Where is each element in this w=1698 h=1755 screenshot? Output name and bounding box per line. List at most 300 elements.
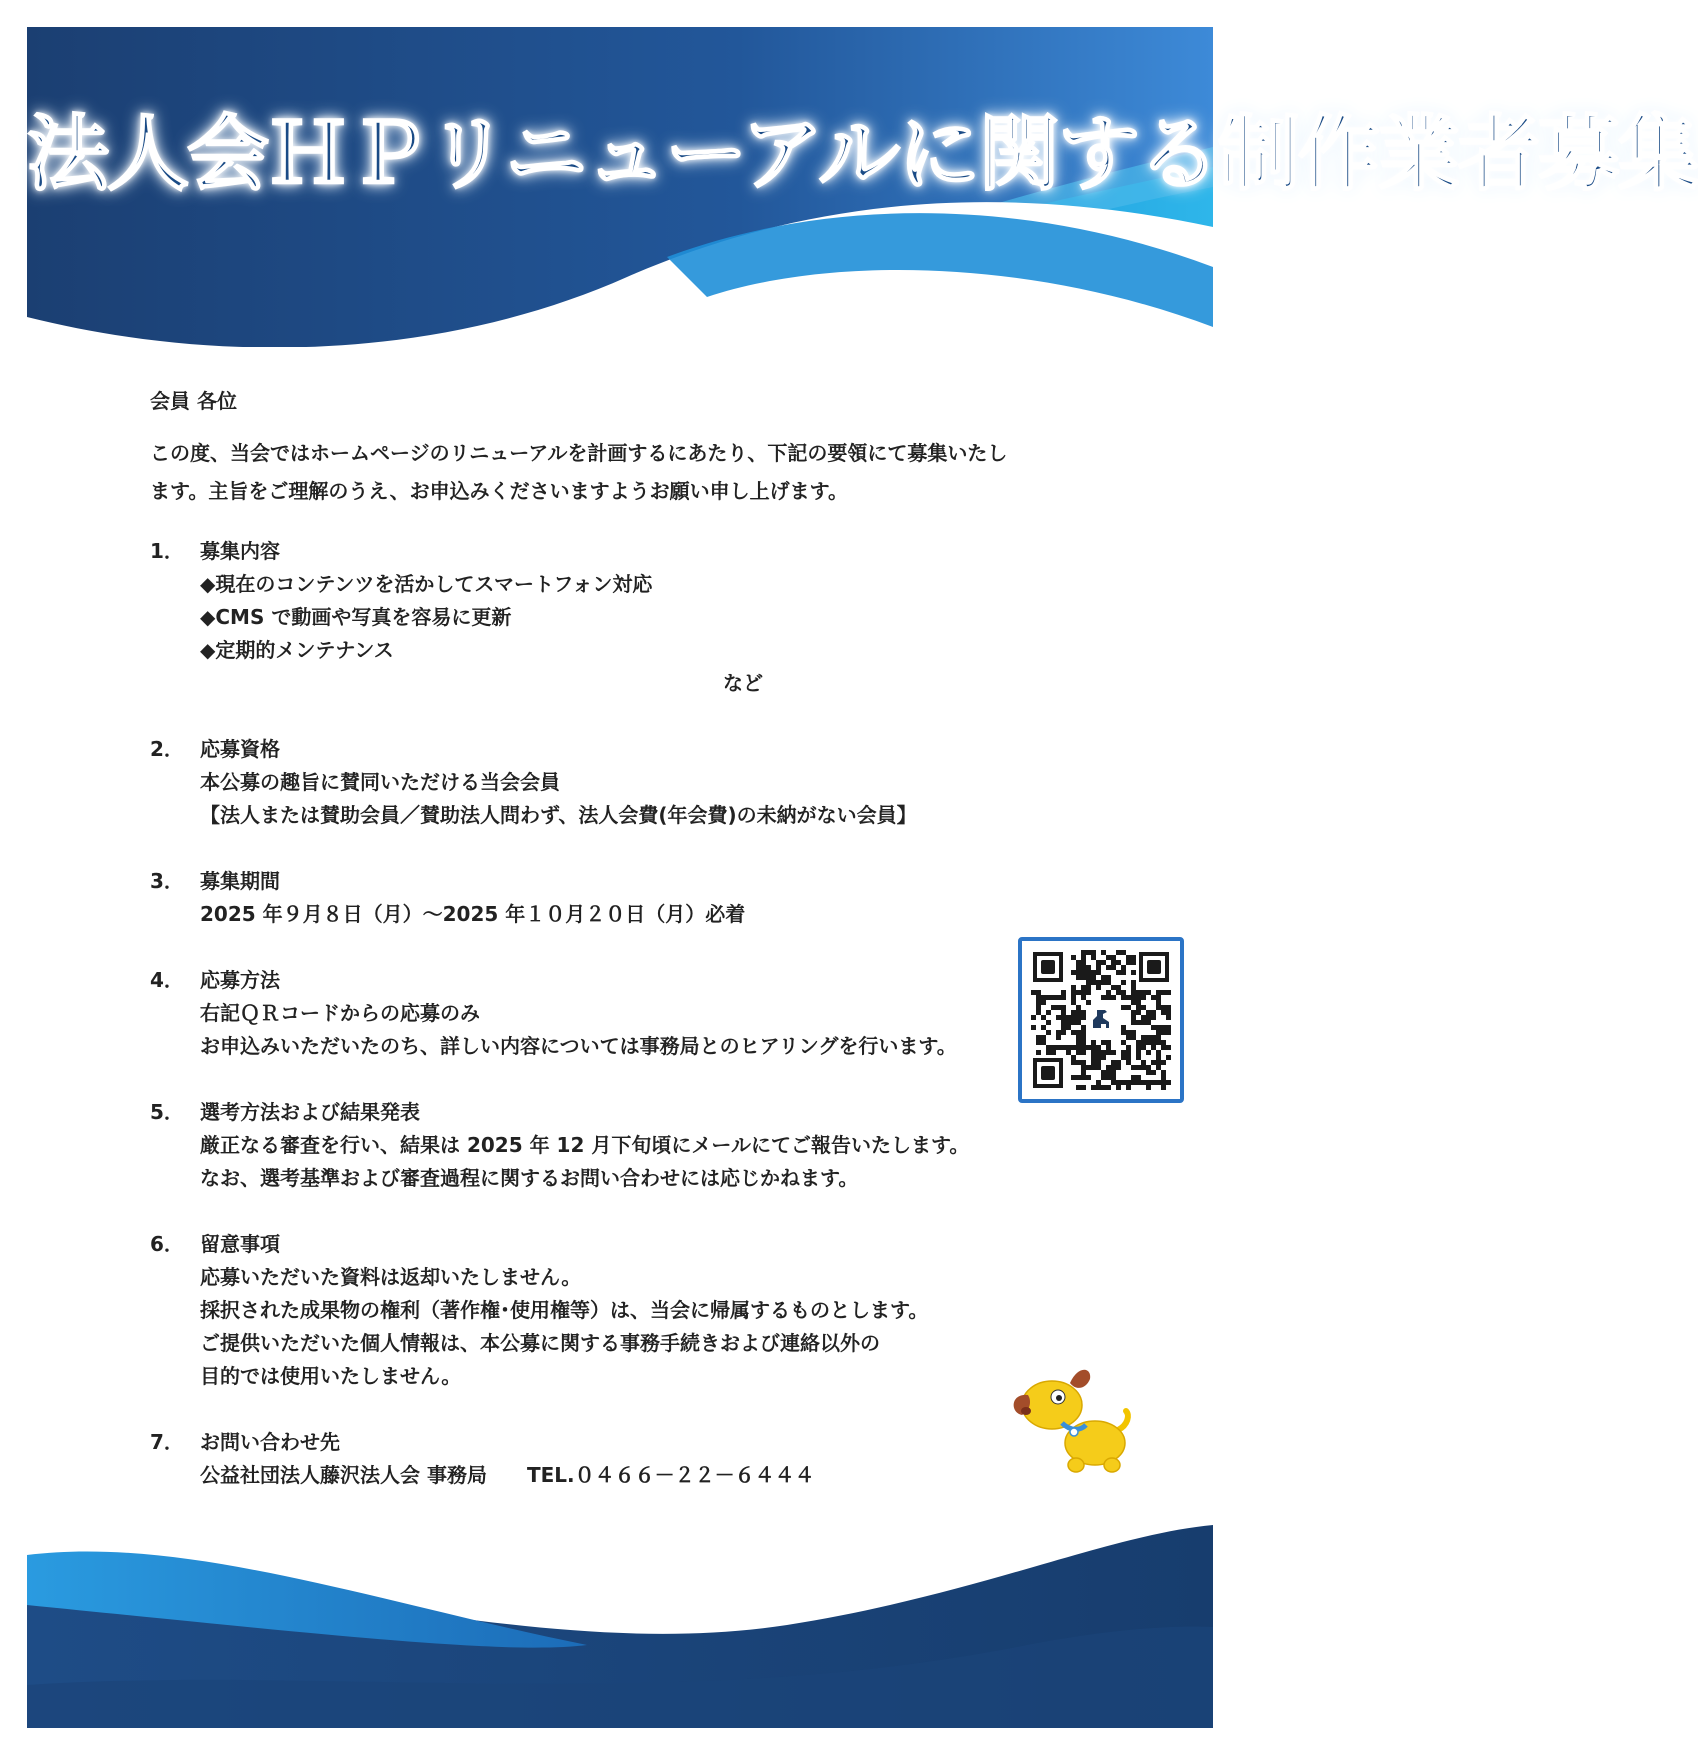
qr-module xyxy=(1126,1005,1131,1010)
qr-module xyxy=(1111,995,1116,1000)
qr-module xyxy=(1161,1005,1166,1010)
qr-module xyxy=(1071,995,1076,1000)
qr-module xyxy=(1116,970,1121,975)
qr-module xyxy=(1146,1050,1151,1055)
dog-mascot xyxy=(1000,1355,1140,1495)
qr-module xyxy=(1111,985,1116,990)
qr-module xyxy=(1131,1010,1136,1015)
qr-module xyxy=(1081,1075,1086,1080)
qr-module xyxy=(1076,970,1081,975)
qr-module xyxy=(1121,965,1126,970)
qr-module xyxy=(1081,1025,1086,1030)
qr-module xyxy=(1111,1050,1116,1055)
qr-module xyxy=(1041,1000,1046,1005)
qr-module xyxy=(1111,965,1116,970)
qr-module xyxy=(1096,1055,1101,1060)
qr-module xyxy=(1136,1080,1141,1085)
qr-module xyxy=(1091,1065,1096,1070)
section-heading xyxy=(150,1426,815,1459)
qr-module xyxy=(1031,990,1036,995)
salutation: 会員 各位 xyxy=(150,389,237,413)
qr-module xyxy=(1111,1080,1116,1085)
qr-module xyxy=(1121,1005,1126,1010)
qr-module xyxy=(1101,995,1106,1000)
qr-module xyxy=(1146,1080,1151,1085)
qr-module xyxy=(1136,995,1141,1000)
qr-module xyxy=(1061,1025,1066,1030)
qr-module xyxy=(1131,1015,1136,1020)
qr-module xyxy=(1061,1020,1066,1025)
qr-module xyxy=(1101,1085,1106,1090)
qr-module xyxy=(1056,1015,1061,1020)
qr-module xyxy=(1096,980,1101,985)
qr-module xyxy=(1146,990,1151,995)
qr-module xyxy=(1151,1025,1156,1030)
section-heading xyxy=(150,865,745,898)
qr-module xyxy=(1086,1065,1091,1070)
qr-module xyxy=(1161,990,1166,995)
qr-module xyxy=(1081,1060,1086,1065)
qr-module xyxy=(1041,1035,1046,1040)
qr-module xyxy=(1106,1050,1111,1055)
qr-module xyxy=(1081,950,1086,955)
section-notes xyxy=(150,1228,928,1393)
section-heading xyxy=(150,1096,969,1129)
qr-module xyxy=(1096,1050,1101,1055)
qr-module xyxy=(1091,975,1096,980)
qr-module xyxy=(1061,1015,1066,1020)
qr-module xyxy=(1096,1045,1101,1050)
qr-module xyxy=(1126,1085,1131,1090)
qr-module xyxy=(1126,995,1131,1000)
qr-module xyxy=(1121,970,1126,975)
qr-module xyxy=(1081,975,1086,980)
qr-module xyxy=(1091,1085,1096,1090)
qr-module xyxy=(1111,1065,1116,1070)
qr-module xyxy=(1111,960,1116,965)
qr-module xyxy=(1076,975,1081,980)
qr-module xyxy=(1131,1030,1136,1035)
qr-module xyxy=(1141,1065,1146,1070)
qr-module xyxy=(1151,1070,1156,1075)
qr-module xyxy=(1131,1000,1136,1005)
qr-module xyxy=(1116,1065,1121,1070)
qr-module xyxy=(1066,1020,1071,1025)
qr-module xyxy=(1151,995,1156,1000)
qr-module xyxy=(1131,990,1136,995)
section-heading xyxy=(150,733,917,766)
qr-module xyxy=(1056,995,1061,1000)
section-title: 選考方法および結果発表 xyxy=(200,1100,420,1124)
intro-paragraph xyxy=(150,434,1090,510)
qr-module xyxy=(1031,1025,1036,1030)
qr-module xyxy=(1036,1050,1041,1055)
qr-module xyxy=(1036,1040,1041,1045)
qr-module xyxy=(1146,1040,1151,1045)
section-text: 右記ＱＲコードからの応募のみ xyxy=(200,1001,480,1025)
qr-module xyxy=(1076,1035,1081,1040)
qr-module xyxy=(1166,1030,1171,1035)
qr-module xyxy=(1136,1065,1141,1070)
qr-module xyxy=(1101,1070,1106,1075)
qr-module xyxy=(1096,960,1101,965)
bullet-item: ◆現在のコンテンツを活かしてスマートフォン対応 xyxy=(200,572,653,596)
qr-module xyxy=(1156,995,1161,1000)
qr-module xyxy=(1071,955,1076,960)
qr-module xyxy=(1136,1045,1141,1050)
qr-module xyxy=(1116,1060,1121,1065)
qr-module xyxy=(1106,1045,1111,1050)
qr-module xyxy=(1146,1035,1151,1040)
qr-module xyxy=(1061,990,1066,995)
qr-module xyxy=(1086,1045,1091,1050)
qr-module xyxy=(1101,950,1106,955)
qr-module xyxy=(1081,1035,1086,1040)
qr-module xyxy=(1036,995,1041,1000)
section-eligibility xyxy=(150,733,917,832)
qr-module xyxy=(1061,1045,1066,1050)
qr-module xyxy=(1046,1045,1051,1050)
qr-module xyxy=(1076,1075,1081,1080)
qr-module xyxy=(1076,1020,1081,1025)
qr-module xyxy=(1046,1010,1051,1015)
qr-module xyxy=(1161,1070,1166,1075)
qr-module xyxy=(1161,1045,1166,1050)
qr-module xyxy=(1101,980,1106,985)
qr-module xyxy=(1056,1005,1061,1010)
qr-module xyxy=(1136,1005,1141,1010)
qr-module xyxy=(1166,1055,1171,1060)
qr-module xyxy=(1081,995,1086,1000)
qr-module xyxy=(1081,1085,1086,1090)
qr-module xyxy=(1081,960,1086,965)
qr-module xyxy=(1081,1065,1086,1070)
qr-module xyxy=(1061,1030,1066,1035)
qr-module xyxy=(1076,960,1081,965)
qr-module xyxy=(1156,1065,1161,1070)
qr-module xyxy=(1106,1040,1111,1045)
section-title: 留意事項 xyxy=(200,1232,280,1256)
qr-module xyxy=(1061,1005,1066,1010)
section-title: お問い合わせ先 xyxy=(200,1430,340,1454)
section-text: 目的では使用いたしません。 xyxy=(200,1364,462,1388)
qr-module xyxy=(1081,1030,1086,1035)
qr-module xyxy=(1111,1075,1116,1080)
section-text: 2025 年９月８日（月）～2025 年１０月２０日（月）必着 xyxy=(200,902,746,926)
qr-module xyxy=(1051,1005,1056,1010)
qr-module xyxy=(1131,955,1136,960)
bullet-item: ◆CMS で動画や写真を容易に更新 xyxy=(200,605,512,629)
section-number: 6． xyxy=(150,1232,184,1256)
qr-module xyxy=(1141,1020,1146,1025)
qr-module xyxy=(1096,1060,1101,1065)
qr-module xyxy=(1161,1075,1166,1080)
qr-module xyxy=(1131,995,1136,1000)
intro-line: ます。主旨をご理解のうえ、お申込みくださいますようお願い申し上げます。 xyxy=(150,479,848,503)
qr-module xyxy=(1106,1065,1111,1070)
qr-module xyxy=(1151,1045,1156,1050)
section-number: 7． xyxy=(150,1430,184,1454)
qr-module xyxy=(1081,1070,1086,1075)
qr-module xyxy=(1091,955,1096,960)
qr-module xyxy=(1106,955,1111,960)
qr-module xyxy=(1161,1025,1166,1030)
qr-module xyxy=(1091,950,1096,955)
qr-module xyxy=(1091,980,1096,985)
qr-module xyxy=(1086,985,1091,990)
qr-module xyxy=(1136,1040,1141,1045)
qr-module xyxy=(1071,1030,1076,1035)
qr-module xyxy=(1086,965,1091,970)
qr-module xyxy=(1161,1040,1166,1045)
section-text: 本公募の趣旨に賛同いただける当会会員 xyxy=(200,770,560,794)
qr-module xyxy=(1126,1060,1131,1065)
section-text: 応募いただいた資料は返却いたしません。 xyxy=(200,1265,582,1289)
qr-module xyxy=(1126,1030,1131,1035)
qr-module xyxy=(1056,1035,1061,1040)
qr-module xyxy=(1036,1000,1041,1005)
qr-module xyxy=(1106,980,1111,985)
qr-module xyxy=(1121,1050,1126,1055)
qr-module xyxy=(1161,1030,1166,1035)
qr-module xyxy=(1131,980,1136,985)
qr-module xyxy=(1081,1050,1086,1055)
qr-module xyxy=(1086,1000,1091,1005)
footer-wave-graphic xyxy=(27,1515,1213,1728)
qr-module xyxy=(1116,1080,1121,1085)
qr-module xyxy=(1046,1050,1051,1055)
qr-module xyxy=(1106,1085,1111,1090)
intro-line: この度、当会ではホームページのリニューアルを計画するにあたり、下記の要領にて募集いたし xyxy=(150,441,1008,465)
qr-module xyxy=(1086,990,1091,995)
qr-module xyxy=(1166,1010,1171,1015)
qr-module xyxy=(1136,1010,1141,1015)
qr-module xyxy=(1131,985,1136,990)
qr-module xyxy=(1106,1070,1111,1075)
qr-module xyxy=(1076,1010,1081,1015)
qr-module xyxy=(1141,1045,1146,1050)
qr-module xyxy=(1146,1070,1151,1075)
qr-module xyxy=(1081,965,1086,970)
qr-module xyxy=(1151,1060,1156,1065)
qr-module xyxy=(1121,1080,1126,1085)
qr-module xyxy=(1096,970,1101,975)
page-title: 法人会ＨＰリニューアルに関する制作業者募集 xyxy=(27,107,1698,202)
section-number: 3． xyxy=(150,869,184,893)
qr-module xyxy=(1141,1005,1146,1010)
qr-module xyxy=(1131,1080,1136,1085)
qr-module xyxy=(1121,995,1126,1000)
qr-module xyxy=(1086,950,1091,955)
qr-module xyxy=(1081,1040,1086,1045)
qr-module xyxy=(1136,1020,1141,1025)
qr-module xyxy=(1136,1055,1141,1060)
qr-module xyxy=(1136,1075,1141,1080)
section-text: なお、選考基準および審査過程に関するお問い合わせには応じかねます。 xyxy=(200,1166,859,1190)
qr-module xyxy=(1091,1050,1096,1055)
qr-module xyxy=(1116,960,1121,965)
intro-block xyxy=(150,385,1090,510)
qr-module xyxy=(1126,955,1131,960)
qr-module xyxy=(1166,1025,1171,1030)
qr-module xyxy=(1041,1025,1046,1030)
qr-module xyxy=(1131,1020,1136,1025)
qr-module xyxy=(1116,1085,1121,1090)
qr-module xyxy=(1131,1035,1136,1040)
qr-module xyxy=(1066,1025,1071,1030)
qr-module xyxy=(1131,960,1136,965)
qr-module xyxy=(1076,965,1081,970)
qr-module xyxy=(1091,970,1096,975)
qr-module xyxy=(1041,1040,1046,1045)
qr-module xyxy=(1121,990,1126,995)
section-number: 5． xyxy=(150,1100,184,1124)
qr-module xyxy=(1056,1030,1061,1035)
qr-module xyxy=(1141,1035,1146,1040)
qr-module xyxy=(1146,1015,1151,1020)
qr-module xyxy=(1111,1070,1116,1075)
qr-module xyxy=(1061,1010,1066,1015)
qr-module xyxy=(1131,1065,1136,1070)
qr-module xyxy=(1161,1010,1166,1015)
qr-module xyxy=(1081,1015,1086,1020)
qr-module xyxy=(1071,970,1076,975)
qr-module xyxy=(1076,1085,1081,1090)
qr-module xyxy=(1081,1045,1086,1050)
qr-module xyxy=(1051,995,1056,1000)
qr-module xyxy=(1086,1075,1091,1080)
qr-module xyxy=(1076,1030,1081,1035)
qr-module xyxy=(1156,1040,1161,1045)
qr-module xyxy=(1111,955,1116,960)
qr-module xyxy=(1101,1075,1106,1080)
section-number: 4． xyxy=(150,968,184,992)
qr-module xyxy=(1076,1040,1081,1045)
qr-module xyxy=(1091,1055,1096,1060)
qr-module xyxy=(1121,1025,1126,1030)
qr-code-icon xyxy=(1031,950,1171,1090)
qr-module xyxy=(1121,1055,1126,1060)
etc-label: など xyxy=(723,671,763,695)
section-text: 採択された成果物の権利（著作権･使用権等）は、当会に帰属するものとします。 xyxy=(200,1298,929,1322)
qr-module xyxy=(1066,1050,1071,1055)
qr-module xyxy=(1146,1010,1151,1015)
qr-module xyxy=(1161,1085,1166,1090)
qr-module xyxy=(1141,990,1146,995)
qr-module xyxy=(1116,985,1121,990)
qr-module xyxy=(1156,1055,1161,1060)
section-recruitment-content xyxy=(150,535,763,700)
qr-module xyxy=(1136,1000,1141,1005)
qr-module xyxy=(1166,1005,1171,1010)
qr-module xyxy=(1156,1050,1161,1055)
qr-module xyxy=(1146,1020,1151,1025)
qr-module xyxy=(1081,955,1086,960)
qr-module xyxy=(1151,1010,1156,1015)
qr-module xyxy=(1076,990,1081,995)
qr-module xyxy=(1166,990,1171,995)
qr-module xyxy=(1081,990,1086,995)
qr-module xyxy=(1146,1085,1151,1090)
qr-module xyxy=(1101,975,1106,980)
qr-module xyxy=(1156,1060,1161,1065)
qr-module xyxy=(1076,1015,1081,1020)
qr-module xyxy=(1096,985,1101,990)
qr-module xyxy=(1096,1065,1101,1070)
qr-module xyxy=(1106,990,1111,995)
section-selection xyxy=(150,1096,969,1195)
qr-module xyxy=(1036,1035,1041,1040)
qr-module xyxy=(1106,975,1111,980)
section-title: 募集内容 xyxy=(200,539,280,563)
qr-module xyxy=(1126,1080,1131,1085)
section-period xyxy=(150,865,745,931)
header-banner xyxy=(27,27,1698,347)
section-text: お申込みいただいたのち、詳しい内容については事務局とのヒアリングを行います。 xyxy=(200,1034,957,1058)
qr-module xyxy=(1036,1005,1041,1010)
qr-module xyxy=(1141,1040,1146,1045)
qr-module xyxy=(1166,1045,1171,1050)
section-number: 2． xyxy=(150,737,184,761)
qr-module xyxy=(1156,1080,1161,1085)
qr-code[interactable] xyxy=(1018,937,1184,1103)
qr-module xyxy=(1086,970,1091,975)
qr-module xyxy=(1131,970,1136,975)
qr-module xyxy=(1156,1025,1161,1030)
qr-module xyxy=(1136,1050,1141,1055)
qr-module xyxy=(1086,980,1091,985)
qr-module xyxy=(1071,1045,1076,1050)
qr-module xyxy=(1126,1035,1131,1040)
qr-module xyxy=(1146,1065,1151,1070)
bullet-item: ◆定期的メンテナンス xyxy=(200,638,394,662)
qr-module xyxy=(1156,1000,1161,1005)
qr-module xyxy=(1151,1035,1156,1040)
qr-module xyxy=(1046,1020,1051,1025)
qr-module xyxy=(1166,1080,1171,1085)
qr-module xyxy=(1046,995,1051,1000)
qr-module xyxy=(1071,1055,1076,1060)
qr-module xyxy=(1081,1010,1086,1015)
qr-module xyxy=(1096,1085,1101,1090)
section-title: 募集期間 xyxy=(200,869,280,893)
qr-module xyxy=(1121,1030,1126,1035)
qr-module xyxy=(1071,1060,1076,1065)
qr-module xyxy=(1126,1050,1131,1055)
qr-module xyxy=(1096,1080,1101,1085)
qr-module xyxy=(1071,1075,1076,1080)
section-text: ご提供いただいた個人情報は、本公募に関する事務手続きおよび連絡以外の xyxy=(200,1331,880,1355)
qr-module xyxy=(1141,1015,1146,1020)
qr-module xyxy=(1071,985,1076,990)
section-text: 【法人または賛助会員／賛助法人問わず、法人会費(年会費)の未納がない会員】 xyxy=(200,803,917,827)
qr-module xyxy=(1071,990,1076,995)
qr-module xyxy=(1126,960,1131,965)
qr-module xyxy=(1126,1045,1131,1050)
qr-module xyxy=(1091,1040,1096,1045)
qr-module xyxy=(1036,990,1041,995)
qr-module xyxy=(1061,995,1066,1000)
qr-module xyxy=(1121,1040,1126,1045)
qr-module xyxy=(1091,1045,1096,1050)
qr-module xyxy=(1086,975,1091,980)
section-application-method xyxy=(150,964,957,1063)
qr-module xyxy=(1096,965,1101,970)
section-title: 応募資格 xyxy=(200,737,280,761)
footer-wave xyxy=(27,1515,1213,1728)
qr-module xyxy=(1136,990,1141,995)
qr-module xyxy=(1156,1005,1161,1010)
